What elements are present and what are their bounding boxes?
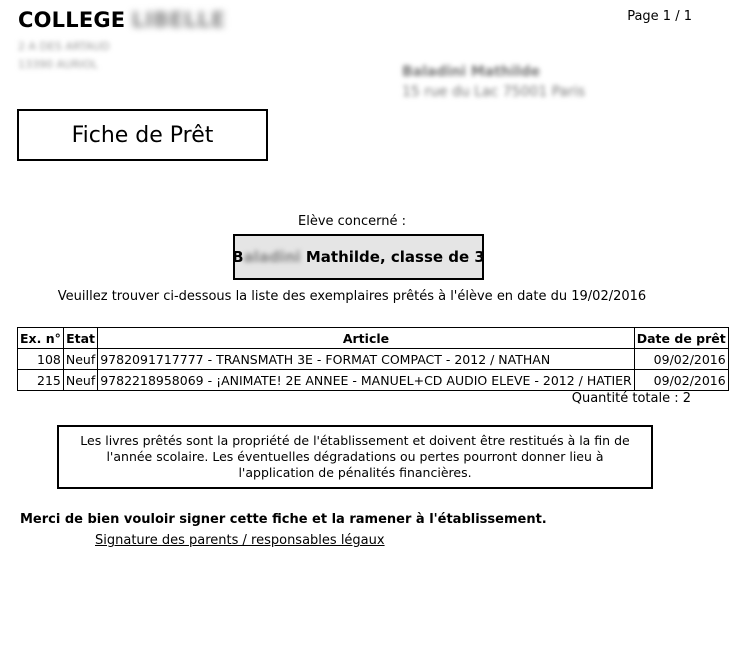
cell-date: 09/02/2016 [634,370,728,391]
college-label: COLLEGE [18,8,126,32]
table-row [18,370,729,391]
intro-text: Veuillez trouver ci-dessous la liste des exemplaires prêtés à l'élève en date du 19/02/2016 [57,289,647,304]
cell-etat: Neuf [63,349,97,370]
recipient-name: Baladini Mathilde [402,64,540,80]
page-number: Page 1 / 1 [627,9,692,24]
eleve-box [233,234,484,280]
col-header-article: Article [98,328,635,349]
col-header-date: Date de prêt [634,328,728,349]
articles-table [17,327,729,391]
notice-box: Les livres prêtés sont la propriété de l'établissement et doivent être restitués à la fin de l'année scolaire. Les éventuelles dégradations ou pertes pourront donner lieu à l'application de pénalités financières. [57,425,653,489]
eleve-label: Elève concerné : [298,214,406,229]
total-quantity: Quantité totale : 2 [571,391,691,406]
sign-request: Merci de bien vouloir signer cette fiche et la ramener à l'établissement. [20,512,547,527]
col-header-etat: Etat [63,328,97,349]
recipient-block [402,62,585,102]
college-name-redacted: LIBELLE [131,8,226,32]
eleve-initial: B [232,248,244,266]
eleve-name-redacted: aladini [243,248,301,266]
table-header-row [18,328,729,349]
cell-article: 9782218958069 - ¡ANIMATE! 2E ANNEE - MANUEL+CD AUDIO ELEVE - 2012 / HATIER [98,370,635,391]
document-title: Fiche de Prêt [17,109,268,161]
eleve-name-rest: Mathilde, classe de 3 [300,248,485,266]
cell-article: 9782091717777 - TRANSMATH 3E - FORMAT COMPACT - 2012 / NATHAN [98,349,635,370]
cell-num: 215 [18,370,64,391]
table-row [18,349,729,370]
college-address-line1: 2 A DES ARTAUD [18,40,110,53]
recipient-address: 15 rue du Lac 75001 Paris [402,84,586,100]
college-address-line2: 13390 AURIOL [18,58,98,71]
cell-num: 108 [18,349,64,370]
cell-etat: Neuf [63,370,97,391]
col-header-num: Ex. n° [18,328,64,349]
cell-date: 09/02/2016 [634,349,728,370]
signature-label: Signature des parents / responsables légaux [95,533,385,548]
college-address [18,38,110,74]
college-title [18,8,225,32]
